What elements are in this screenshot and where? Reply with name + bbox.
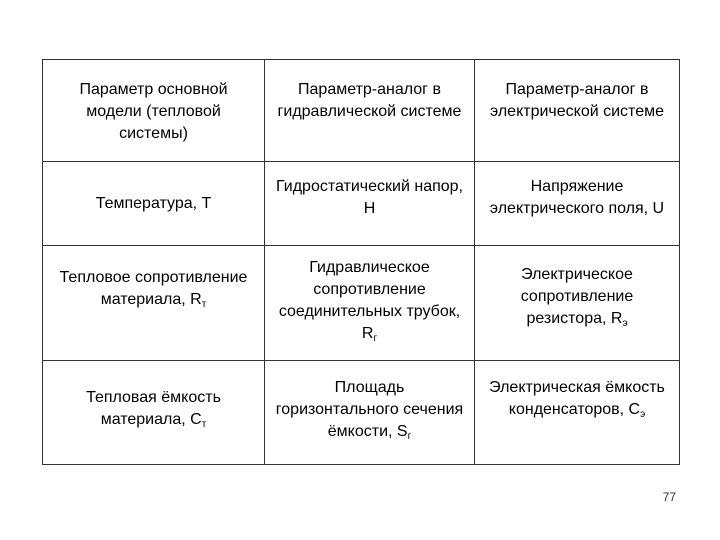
analogy-table	[42, 59, 680, 465]
cell-subscript: г	[407, 431, 412, 442]
page-number: 77	[662, 490, 676, 504]
cell-text: Гидравлическое сопротивление соединительных трубок, R	[278, 259, 461, 342]
header-electric-label: Параметр-аналог в электрической системе	[490, 81, 664, 120]
cell-subscript: э	[622, 318, 628, 329]
cell-subscript: т	[201, 419, 207, 430]
table-cell	[475, 162, 680, 246]
cell-text: Гидростатический напор, H	[276, 178, 463, 217]
header-cell-thermal	[43, 60, 265, 162]
table-cell	[265, 246, 475, 361]
cell-text: Тепловое сопротивление материала, R	[59, 269, 248, 308]
cell-subscript: э	[640, 409, 646, 420]
table-cell	[475, 246, 680, 361]
cell-text: Электрическая ёмкость конденсаторов, C	[489, 379, 665, 418]
cell-subscript: г	[373, 333, 378, 344]
header-cell-hydraulic	[265, 60, 475, 162]
cell-text: Электрическое сопротивление резистора, R	[520, 266, 634, 327]
table-cell	[43, 162, 265, 246]
table-cell	[43, 246, 265, 361]
table-cell	[265, 162, 475, 246]
cell-text: Напряжение электрического поля, U	[489, 178, 665, 217]
cell-text: Тепловая ёмкость материала, C	[86, 389, 221, 428]
header-hydraulic-label: Параметр-аналог в гидравлической системе	[277, 81, 462, 120]
cell-subscript: т	[201, 299, 207, 310]
header-row	[43, 60, 680, 162]
table-row	[43, 162, 680, 246]
cell-text: Температура, T	[95, 194, 212, 212]
table-cell	[265, 361, 475, 465]
cell-text: Площадь горизонтального сечения ёмкости, S	[275, 379, 464, 440]
header-cell-electric	[475, 60, 680, 162]
table-row	[43, 361, 680, 465]
table-cell	[43, 361, 265, 465]
header-thermal-label: Параметр основной модели (тепловой системы)	[79, 81, 228, 142]
table-row	[43, 246, 680, 361]
table-cell	[475, 361, 680, 465]
